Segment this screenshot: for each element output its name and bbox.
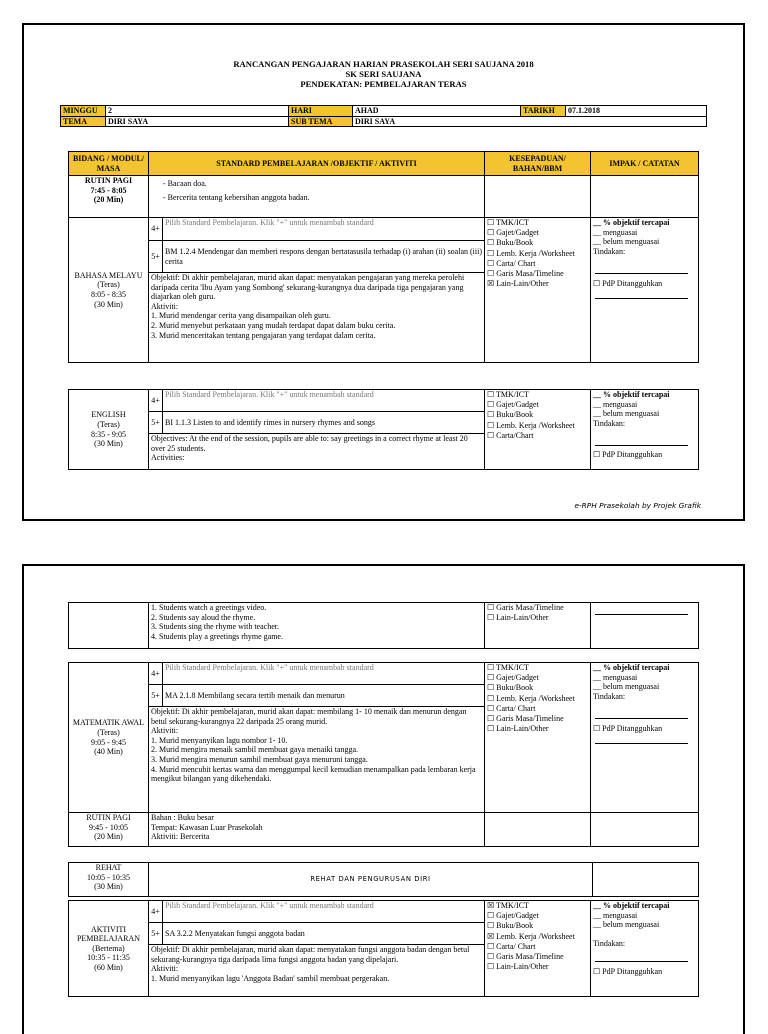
hari-label: HARI [289, 106, 353, 117]
ma-standard[interactable]: MA 2.1.8 Membilang secara tertib menaik dan menurun [163, 685, 485, 707]
impak-menguasai: __ menguasai [593, 399, 638, 409]
tema-label: TEMA [61, 116, 106, 127]
checkbox-gajet[interactable]: ☐ Gajet/Gadget [487, 228, 539, 238]
plus-5-button[interactable]: 5+ [149, 685, 163, 707]
aktiviti-pembelajaran-label: AKTIVITI PEMBELAJARAN (Bertema) 10:35 - 11:35 (60 Min) [69, 901, 149, 997]
checkbox-lembaran-kerja[interactable]: ☐ Lemb. Kerja /Worksheet [487, 248, 575, 258]
checkbox-garis-masa[interactable]: ☐ Garis Masa/Timeline [487, 952, 564, 962]
impak-tindakan: Tindakan: [593, 938, 626, 948]
rutin-kesepaduan [485, 176, 591, 218]
en-standard[interactable]: BI 1.1.3 Listen to and identify rimes in nursery rhymes and songs [163, 412, 485, 434]
bm-aktiviti-item: 2. Murid menyebut perkataan yang mudah terdapat dapat dalam buku cerita. [151, 320, 396, 330]
ma-objektif-aktiviti [149, 707, 485, 813]
tarikh-value[interactable]: 07.1.2018 [566, 106, 707, 117]
english-label: ENGLISH (Teras) 8:35 - 9:05 (30 Min) [69, 390, 149, 470]
ma-aktiviti-item: 1. Murid menyanyikan lagu nombor 1- 10. [151, 735, 288, 745]
ap-objektif-aktiviti [149, 945, 485, 997]
ap-aktiviti-item: 1. Murid menyanyikan lagu 'Anggota Badan' sambil membuat pergerakan. [151, 973, 390, 983]
en-objektif-aktiviti [149, 434, 485, 470]
bm-kesepaduan [485, 218, 591, 363]
ap-kesepaduan [485, 901, 591, 997]
checkbox-buku[interactable]: ☐ Buku/Book [487, 410, 534, 420]
impak-objektif: __ % objektif tercapai [593, 901, 670, 910]
header-kesepaduan: KESEPADUAN/ BAHAN/BBM [485, 152, 591, 176]
ap-aktiviti-label: Aktiviti: [151, 964, 179, 974]
pdp-ditangguhkan-checkbox[interactable]: ☐ PdP Ditangguhkan [593, 450, 663, 460]
plus-4-button[interactable]: 4+ [149, 390, 163, 412]
impak-tindakan: Tindakan: [593, 246, 626, 256]
rutin-item: - Bacaan doa. [163, 179, 207, 188]
rutin-pagi-label: RUTIN PAGI 7:45 - 8:05 (20 Min) [69, 176, 149, 218]
impak-tindakan: Tindakan: [593, 418, 626, 428]
impak-objektif: __ % objektif tercapai [593, 390, 670, 399]
rehat-label: REHAT 10:05 - 10:35 (30 Min) [69, 863, 149, 897]
en-activity-item: 2. Students say aloud the rhyme. [151, 612, 256, 622]
en-activity-item: 1. Students watch a greetings video. [151, 603, 267, 612]
ap-standard-placeholder[interactable]: Pilih Standard Pembelajaran. Klik "+" untuk menambah standard [163, 901, 485, 923]
checkbox-tmk[interactable]: ☐ TMK/ICT [487, 218, 529, 227]
pdp-ditangguhkan-checkbox[interactable]: ☐ PdP Ditangguhkan [593, 279, 663, 289]
checkbox-gajet[interactable]: ☐ Gajet/Gadget [487, 673, 539, 683]
matematik-label: MATEMATIK AWAL (Teras) 9:05 - 9:45 (40 Min) [69, 663, 149, 813]
title-line-1: RANCANGAN PENGAJARAN HARIAN PRASEKOLAH SERI SAUJANA 2018 [233, 59, 534, 69]
header-standard: STANDARD PEMBELAJARAN /OBJEKTIF / AKTIVITI [149, 152, 485, 176]
tindakan-line[interactable] [595, 952, 688, 962]
empty-bidang [69, 603, 149, 649]
plus-5-button[interactable]: 5+ [149, 241, 163, 273]
en-activity-item: 4. Students play a greetings rhyme game. [151, 631, 283, 641]
bm-impak [591, 218, 699, 363]
checkbox-lembaran-kerja[interactable]: ☐ Lemb. Kerja /Worksheet [487, 420, 575, 430]
checkbox-lembaran-kerja[interactable]: ☒ Lemb. Kerja /Worksheet [487, 931, 575, 941]
lesson-table-1 [68, 151, 699, 363]
impak-objektif: __ % objektif tercapai [593, 218, 670, 227]
plus-4-button[interactable]: 4+ [149, 901, 163, 923]
bm-aktiviti-item: 3. Murid menceritakan tentang pengajaran yang terdapat dalam cerita. [151, 330, 376, 340]
pdp-ditangguhkan-checkbox[interactable]: ☐ PdP Ditangguhkan [593, 724, 663, 734]
plus-5-button[interactable]: 5+ [149, 412, 163, 434]
lesson-table-english [68, 389, 699, 470]
bm-aktiviti-label: Aktiviti: [151, 301, 179, 311]
ma-aktiviti-item: 4. Murid mencubit kertas warna dan menggumpal kecil kemudian menampalkan pada lembaran kerja mengikut bilangan yang dikehendaki. [151, 764, 476, 784]
rutin2-impak [591, 813, 699, 847]
header-bidang: BIDANG / MODUL/ MASA [69, 152, 149, 176]
checkbox-tmk[interactable]: ☐ TMK/ICT [487, 390, 529, 399]
rehat-table [68, 862, 699, 897]
page-1 [22, 23, 745, 521]
checkbox-lain-lain[interactable]: ☐ Lain-Lain/Other [487, 724, 549, 734]
en-objektif: Objectives: At the end of the session, pupils are able to: say greetings in a correct rhyme at least 20 over 25 students. [151, 434, 468, 453]
checkbox-lembaran-kerja[interactable]: ☐ Lemb. Kerja /Worksheet [487, 693, 575, 703]
ma-aktiviti-label: Aktiviti: [151, 726, 179, 736]
checkbox-lain-lain[interactable]: ☐ Lain-Lain/Other [487, 962, 549, 972]
checkbox-buku[interactable]: ☐ Buku/Book [487, 921, 534, 931]
impak-belum: __ belum menguasai [593, 409, 660, 419]
bm-aktiviti-item: 1. Murid mendengar cerita yang disampaikan oleh guru. [151, 311, 331, 321]
checkbox-gajet[interactable]: ☐ Gajet/Gadget [487, 911, 539, 921]
impak-objektif: __ % objektif tercapai [593, 663, 670, 672]
en-activity-item: 3. Students sing the rhyme with teacher. [151, 622, 279, 632]
ap-standard[interactable]: SA 3.2.2 Menyatakan fungsi anggota badan [163, 923, 485, 945]
ma-impak [591, 663, 699, 813]
plus-4-button[interactable]: 4+ [149, 663, 163, 685]
ma-aktiviti-item: 3. Murid mengira menurun sambil membuat gaya menuruni tangga. [151, 754, 368, 764]
checkbox-lain-lain[interactable]: ☒ Lain-Lain/Other [487, 279, 549, 289]
ma-kesepaduan [485, 663, 591, 813]
header-impak: IMPAK / CATATAN [591, 152, 699, 176]
impak-belum: __ belum menguasai [593, 920, 660, 930]
rutin-pagi-2-label: RUTIN PAGI 9:45 - 10:05 (20 Min) [69, 813, 149, 847]
tindakan-line[interactable] [595, 709, 688, 719]
plus-5-button[interactable]: 5+ [149, 923, 163, 945]
checkbox-garis-masa[interactable]: ☐ Garis Masa/Timeline [487, 603, 564, 612]
impak-belum: __ belum menguasai [593, 682, 660, 692]
rutin2-line: Aktiviti: Bercerita [151, 832, 210, 842]
rutin-item: - Bercerita tentang kebersihan anggota badan. [163, 192, 310, 202]
en-activities-cont [149, 603, 485, 649]
rutin-pagi-content [149, 176, 485, 218]
rutin2-kesepaduan [485, 813, 591, 847]
tindakan-line[interactable] [595, 436, 688, 446]
checkbox-carta[interactable]: ☐ Carta/ Chart [487, 258, 536, 268]
subtema-value[interactable]: DIRI SAYA [353, 116, 707, 127]
checkbox-gajet[interactable]: ☐ Gajet/Gadget [487, 400, 539, 410]
ap-objektif: Objektif: Di akhir pembelajaran, murid akan dapat: menyatakan fungsi anggota badan dengan betul sekurang-kurangnya tiga daripada lima fungsi anggota badan yang dipelajari. [151, 945, 470, 964]
page-2 [22, 564, 745, 1034]
ma-objektif: Objektif: Di akhir pembelajaran, murid akan dapat: membilang 1- 10 menaik dan menurun dengan betul sekurang-kurangnya 22 daripada 25 orang murid. [151, 707, 467, 726]
impak-menguasai: __ menguasai [593, 672, 638, 682]
en-impak-cont [591, 603, 699, 649]
lesson-table-aktiviti [68, 900, 699, 997]
ma-standard-placeholder[interactable]: Pilih Standard Pembelajaran. Klik "+" untuk menambah standard [163, 663, 485, 685]
hari-value[interactable]: AHAD [353, 106, 521, 117]
footer-credit: e-RPH Prasekolah by Projek Grafik [574, 501, 701, 510]
lesson-table-matematik [68, 662, 699, 847]
ma-aktiviti-item: 2. Murid mengira menaik sambil membuat gaya menaiki tangga. [151, 745, 359, 755]
tema-value[interactable]: DIRI SAYA [106, 116, 289, 127]
en-aktiviti-label: Activities: [151, 453, 185, 463]
plus-4-button[interactable]: 4+ [149, 218, 163, 241]
info-table [60, 105, 707, 127]
impak-menguasai: __ menguasai [593, 227, 638, 237]
en-kesepaduan [485, 390, 591, 470]
minggu-value[interactable]: 2 [106, 106, 289, 117]
english-continuation [68, 602, 699, 649]
rutin-impak [591, 176, 699, 218]
checkbox-tmk[interactable]: ☐ TMK/ICT [487, 663, 529, 672]
title-line-2: SK SERI SAUJANA [345, 69, 422, 79]
en-impak [591, 390, 699, 470]
bm-standard[interactable]: BM 1.2.4 Mendengar dan memberi respons dengan bertatasusila terhadap (i) arahan (ii) soalan (iii) cerita [163, 241, 485, 273]
bm-objektif-aktiviti [149, 273, 485, 363]
impak-belum: __ belum menguasai [593, 237, 660, 247]
title-line-3: PENDEKATAN: PEMBELAJARAN TERAS [300, 79, 467, 89]
checkbox-carta[interactable]: ☐ Carta/ Chart [487, 703, 536, 713]
bm-objektif: Objektif: Di akhir pembelajaran, murid akan dapat: menyatakan pengajaran yang mereka perolehi daripada cerita 'Ibu Ayam yang Sombong' sekurang-kurangnya dua daripada tiga pengajaran yang diajarkan oleh guru. [151, 273, 465, 302]
ap-impak [591, 901, 699, 997]
impak-menguasai: __ menguasai [593, 910, 638, 920]
checkbox-buku[interactable]: ☐ Buku/Book [487, 238, 534, 248]
checkbox-garis-masa[interactable]: ☐ Garis Masa/Timeline [487, 714, 564, 724]
tindakan-line[interactable] [595, 605, 688, 615]
en-kesepaduan-cont [485, 603, 591, 649]
checkbox-garis-masa[interactable]: ☐ Garis Masa/Timeline [487, 269, 564, 279]
tindakan-line[interactable] [595, 289, 688, 299]
pdp-ditangguhkan-checkbox[interactable]: ☐ PdP Ditangguhkan [593, 967, 663, 977]
checkbox-lain-lain[interactable]: ☐ Lain-Lain/Other [487, 613, 549, 623]
bm-standard-placeholder[interactable]: Pilih Standard Pembelajaran. Klik "+" untuk menambah standard [163, 218, 485, 241]
rutin-pagi-2-content [149, 813, 485, 847]
tindakan-line[interactable] [595, 734, 688, 744]
en-standard-placeholder[interactable]: Pilih Standard Pembelajaran. Klik "+" untuk menambah standard [163, 390, 485, 412]
subtema-label: SUB TEMA [289, 116, 353, 127]
tindakan-line[interactable] [595, 264, 688, 274]
checkbox-tmk[interactable]: ☒ TMK/ICT [487, 901, 529, 910]
bm-label: BAHASA MELAYU (Teras) 8:05 - 8:35 (30 Min) [69, 218, 149, 363]
minggu-label: MINGGU [61, 106, 106, 117]
document-title [24, 59, 743, 89]
rutin2-line: Bahan : Buku besar [151, 813, 214, 822]
checkbox-buku[interactable]: ☐ Buku/Book [487, 683, 534, 693]
rehat-impak [593, 863, 699, 897]
impak-tindakan: Tindakan: [593, 691, 626, 701]
checkbox-carta[interactable]: ☐ Carta/Chart [487, 430, 534, 440]
rehat-text: REHAT DAN PENGURUSAN DIRI [149, 863, 593, 897]
checkbox-carta[interactable]: ☐ Carta/ Chart [487, 941, 536, 951]
tarikh-label: TARIKH [521, 106, 566, 117]
rutin2-line: Tempat: Kawasan Luar Prasekolah [151, 822, 263, 832]
